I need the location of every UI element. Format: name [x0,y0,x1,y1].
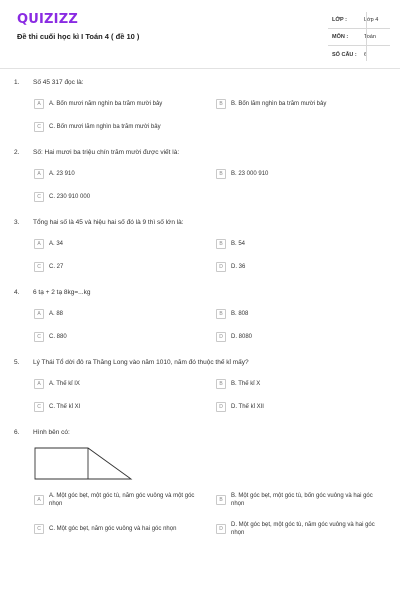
option-letter-box: B [216,379,226,389]
option-text: B. 54 [231,241,246,247]
option-text: B. Một góc bẹt, một góc tù, bốn góc vuông và hai góc nhọn [231,493,373,507]
question-text: 6 tạ + 2 tạ 8kg=...kg [33,289,91,296]
page-title: Đề thi cuối học kì I Toán 4 ( đề 10 ) [17,32,140,41]
geometry-figure [34,447,134,481]
meta-label: MÔN : [332,34,349,40]
question-text: Lý Thái Tổ dời đô ra Thăng Long vào năm 1010, năm đó thuộc thế kỉ mấy? [33,359,249,366]
option-b[interactable] [216,168,268,180]
meta-value: Toán [364,34,376,40]
option-text: D. 8080 [231,334,253,340]
option-d[interactable] [216,331,252,343]
option-text: C. Bốn mươi lăm nghìn ba trăm mười bảy [49,124,161,130]
option-text: A. 88 [49,311,64,317]
option-c[interactable] [34,331,67,343]
option-letter-box: D [216,524,226,534]
option-a[interactable] [34,489,204,511]
option-c[interactable] [34,191,90,203]
question-number: 3. [14,219,20,226]
meta-value: 6 [364,51,368,58]
option-b[interactable] [216,378,260,390]
meta-label: LỚP : [332,17,347,23]
question-number: 1. [14,79,20,86]
meta-value: Lớp 4 [364,17,379,23]
option-text: A. Bốn mươi năm nghìn ba trăm mười bảy [49,101,163,107]
option-b[interactable] [216,308,248,320]
option-a[interactable] [34,238,63,250]
option-letter-box: B [216,169,226,179]
option-letter-box: A [34,99,44,109]
option-d[interactable] [216,518,386,540]
option-text: D. Một góc bẹt, một góc tù, năm góc vuông và hai góc nhọn [231,522,375,536]
option-text: C. Thế kỉ XI [49,404,81,410]
option-text: B. 808 [231,311,249,317]
question-text: Hình bên có: [33,429,70,436]
question-number: 2. [14,149,20,156]
option-letter-box: C [34,402,44,412]
option-letter-box: A [34,239,44,249]
option-text: D. 36 [231,264,246,270]
option-letter-box: C [34,524,44,534]
option-text: A. Thế kỉ IX [49,381,80,387]
option-letter-box: C [34,262,44,272]
option-letter-box: C [34,122,44,132]
option-letter-box: B [216,309,226,319]
question-number: 6. [14,429,20,436]
option-text: D. Thế kỉ XII [231,404,264,410]
option-letter-box: A [34,495,44,505]
option-letter-box: D [216,262,226,272]
header-divider [0,68,400,69]
option-letter-box: B [216,239,226,249]
option-letter-box: A [34,309,44,319]
option-letter-box: C [34,332,44,342]
meta-label: SỐ CÂU : [332,51,357,58]
option-text: C. 230 910 000 [49,194,91,200]
option-text: C. 880 [49,334,67,340]
option-letter-box: B [216,495,226,505]
option-text: A. 34 [49,241,64,247]
option-text: B. Thế kỉ X [231,381,261,387]
option-text: C. 27 [49,264,64,270]
question-number: 4. [14,289,20,296]
question-text: Số: Hai mươi ba triệu chín trăm mười được viết là: [33,149,180,156]
option-letter-box: B [216,99,226,109]
option-letter-box: D [216,332,226,342]
option-letter-box: A [34,169,44,179]
meta-divider [366,12,392,61]
option-d[interactable] [216,261,245,273]
option-d[interactable] [216,401,264,413]
question-text: Số 45 317 đọc là: [33,79,84,86]
option-a[interactable] [34,308,63,320]
option-b[interactable] [216,238,245,250]
option-letter-box: C [34,192,44,202]
option-letter-box: A [34,379,44,389]
quizizz-logo: QUIZIZZ [17,12,78,27]
option-letter-box: D [216,402,226,412]
option-text: B. 23 000 910 [231,171,269,177]
option-c[interactable] [34,401,80,413]
option-b[interactable] [216,98,326,110]
option-a[interactable] [34,378,80,390]
option-a[interactable] [34,168,75,180]
figure-outline [35,448,131,479]
option-text: A. 23 910 [49,171,75,177]
option-text: B. Bốn lăm nghìn ba trăm mười bảy [231,101,327,107]
question-text: Tổng hai số là 45 và hiệu hai số đó là 9 thì số lớn là: [33,219,184,226]
option-text: C. Một góc bẹt, năm góc vuông và hai góc nhọn [49,526,177,532]
question-number: 5. [14,359,20,366]
option-b[interactable] [216,489,386,511]
option-c[interactable] [34,121,161,133]
option-c[interactable] [34,261,63,273]
option-a[interactable] [34,98,162,110]
option-c[interactable] [34,518,204,540]
option-text: A. Một góc bẹt, một góc tù, năm góc vuông và một góc nhọn [49,493,195,507]
